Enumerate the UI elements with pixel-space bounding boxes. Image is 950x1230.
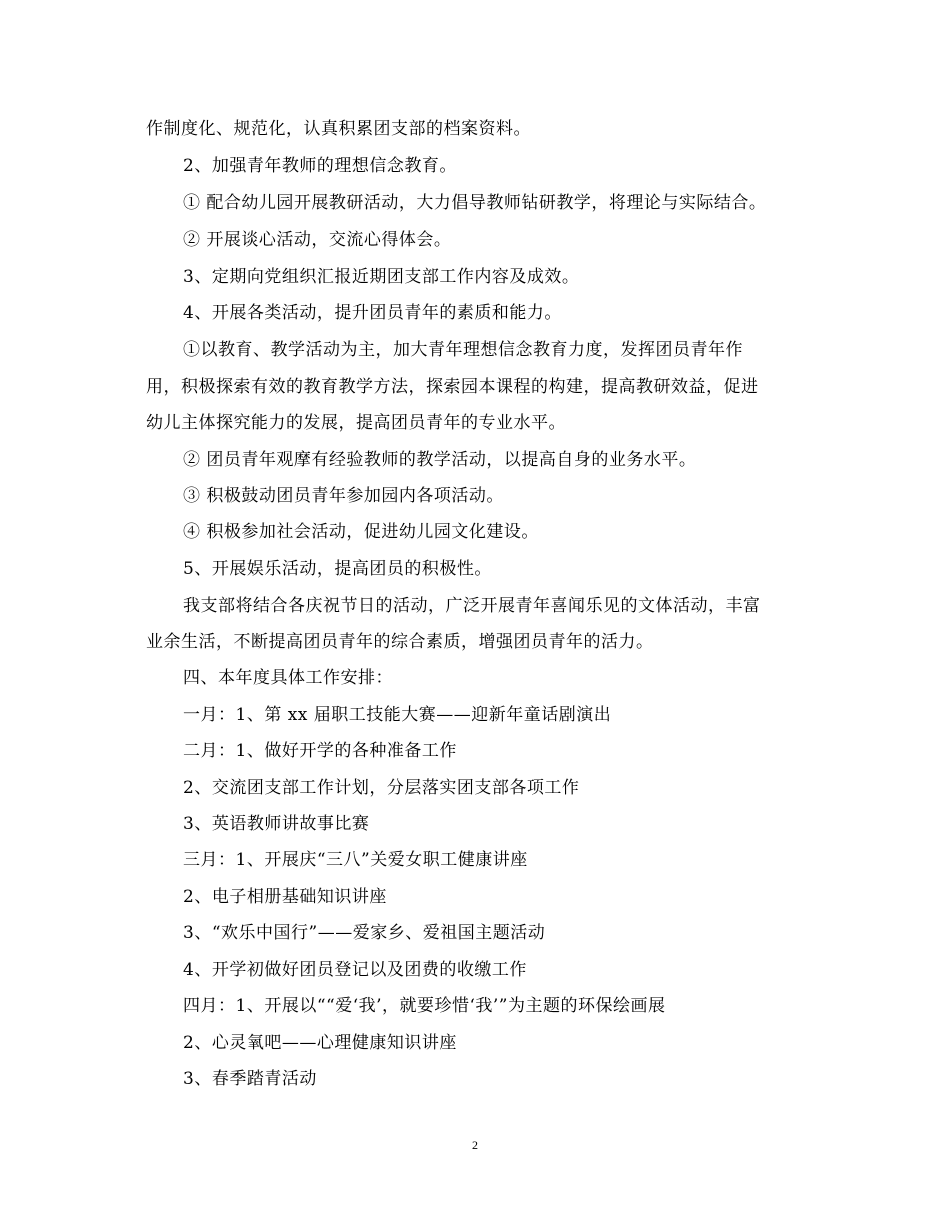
paragraph-line: 3、定期向党组织汇报近期团支部工作内容及成效。 — [183, 267, 580, 287]
schedule-line: 四月：1、开展以““爱‘我’，就要珍惜‘我’”为主题的环保绘画展 — [183, 996, 666, 1016]
schedule-line: 3、“欢乐中国行”——爱家乡、爱祖国主题活动 — [183, 923, 546, 943]
paragraph-line: ② 开展谈心活动，交流心得体会。 — [183, 230, 452, 250]
paragraph-line: ② 团员青年观摩有经验教师的教学活动，以提高自身的业务水平。 — [183, 450, 697, 470]
schedule-line: 一月：1、第 xx 届职工技能大赛——迎新年童话剧演出 — [183, 705, 612, 725]
schedule-line: 三月：1、开展庆“三八”关爱女职工健康讲座 — [183, 850, 528, 870]
section-heading: 四、本年度具体工作安排： — [183, 668, 393, 688]
paragraph-line: 业余生活，不断提高团员青年的综合素质，增强团员青年的活力。 — [146, 632, 654, 652]
paragraph-line: ③ 积极鼓动团员青年参加园内各项活动。 — [183, 486, 504, 506]
schedule-line: 2、心灵氧吧——心理健康知识讲座 — [183, 1033, 457, 1053]
paragraph-line: ④ 积极参加社会活动，促进幼儿园文化建设。 — [183, 522, 539, 542]
paragraph-line: 作制度化、规范化，认真积累团支部的档案资料。 — [146, 119, 531, 139]
paragraph-line: 我支部将结合各庆祝节日的活动，广泛开展青年喜闻乐见的文体活动，丰富 — [183, 596, 761, 616]
paragraph-line: 用，积极探索有效的教育教学方法，探索园本课程的构建，提高教研效益，促进 — [146, 377, 759, 397]
schedule-line: 3、春季踏青活动 — [183, 1069, 317, 1089]
paragraph-line: ① 配合幼儿园开展教研活动，大力倡导教师钻研教学，将理论与实际结合。 — [183, 193, 767, 213]
schedule-line: 2、交流团支部工作计划，分层落实团支部各项工作 — [183, 778, 580, 798]
paragraph-line: 2、加强青年教师的理想信念教育。 — [183, 156, 457, 176]
schedule-line: 二月：1、做好开学的各种准备工作 — [183, 741, 457, 761]
page-number: 2 — [472, 1138, 478, 1152]
schedule-line: 3、英语教师讲故事比赛 — [183, 814, 370, 834]
schedule-line: 4、开学初做好团员登记以及团费的收缴工作 — [183, 960, 527, 980]
paragraph-line: 5、开展娱乐活动，提高团员的积极性。 — [183, 559, 492, 579]
paragraph-line: ①以教育、教学活动为主，加大青年理想信念教育力度，发挥团员青年作 — [183, 340, 743, 360]
paragraph-line: 幼儿主体探究能力的发展，提高团员青年的专业水平。 — [146, 413, 566, 433]
schedule-line: 2、电子相册基础知识讲座 — [183, 887, 387, 907]
paragraph-line: 4、开展各类活动，提升团员青年的素质和能力。 — [183, 303, 562, 323]
